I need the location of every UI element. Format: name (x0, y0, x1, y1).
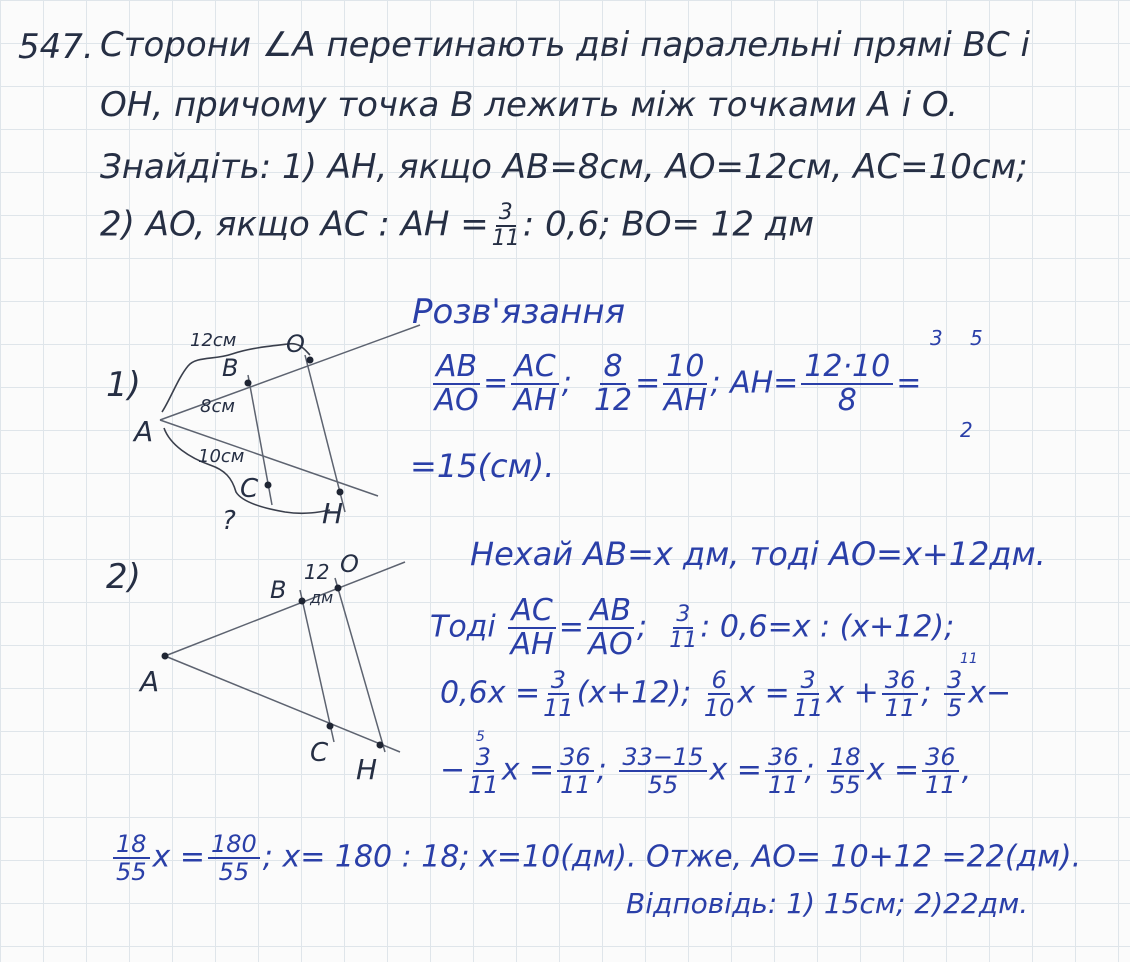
problem-line-3: Знайдіть: 1) AH, якщо AB=8см, AO=12см, AC=10см; (100, 147, 1028, 187)
fig1-label-a: A (134, 415, 154, 448)
fraction-numerator: 18 (827, 745, 864, 772)
frac-l3-1 (543, 668, 574, 720)
expr-text: ; (596, 752, 607, 788)
point-o-2 (335, 585, 342, 592)
answer-line: Відповідь: 1) 15см; 2)22дм. (626, 887, 1029, 920)
expr-text: x = (737, 675, 790, 711)
expr-text: x− (968, 675, 1012, 711)
part1-equation: $\frac{AB}{AO}$ = $\frac{AC}{AH}$ ; $\frac{8}{12}$ = $\frac{10}{AH}$ ; AH= $\frac{12\cdot 10}{8}$ = (434, 349, 922, 418)
expr-text: x = (501, 752, 555, 788)
fig1-label-o: O (286, 330, 305, 358)
line-oh-2 (335, 578, 385, 752)
part2-let: Нехай AB=x дм, тоді AO=x+12дм. (470, 535, 1046, 573)
frac-l3-5 (944, 668, 965, 720)
expr-text: x = (709, 752, 762, 788)
fig2-label-c: C (310, 738, 329, 768)
fraction-numerator: AC (508, 596, 555, 629)
fraction-denominator: AH (513, 383, 557, 418)
fig2-marker: 2) (106, 557, 141, 597)
fraction-numerator: 3 (673, 604, 693, 629)
fraction-numerator: 6 (708, 668, 729, 695)
frac-l5-2 (208, 832, 260, 884)
frac-3-11 (669, 604, 697, 652)
frac-l5-1 (113, 832, 150, 884)
fraction-numerator: 8 (600, 352, 625, 385)
fraction-numerator: 3 (944, 668, 965, 695)
fraction-numerator: 12·10 (801, 352, 893, 385)
fraction-numerator: 3 (797, 668, 818, 695)
frac-l4-2 (557, 745, 594, 797)
fraction-numerator: AC (511, 352, 558, 385)
fraction-numerator: 10 (663, 352, 707, 385)
fraction-numerator: 18 (113, 832, 150, 859)
fraction-denominator: 10 (703, 694, 735, 722)
fig2-label-h: H (356, 753, 378, 786)
fig2-bo-number: 12 (304, 560, 330, 584)
fig1-brace-ao-label: 12см (190, 330, 237, 351)
fraction-denominator: 11 (669, 628, 698, 653)
fig2-label-a: A (140, 665, 160, 698)
fig2-label-b: B (270, 576, 287, 604)
frac-l3-2 (704, 668, 735, 720)
frac-ac-ah-2 (508, 593, 555, 662)
part1-result: =15(см). (410, 447, 555, 485)
expr-text: (x+12); (576, 675, 692, 711)
fraction-numerator: 33−15 (619, 745, 706, 772)
fraction-denominator: 5 (947, 694, 963, 722)
part2-line-3 (440, 668, 1011, 720)
fraction-denominator: 11 (491, 226, 520, 251)
problem-number: 547. (18, 27, 94, 67)
fig1-brace-ac-label: 10см (198, 446, 245, 467)
fraction-denominator: AH (663, 383, 707, 418)
expr-text: x = (866, 752, 920, 788)
fig1-label-b: B (222, 354, 239, 382)
fraction-numerator: 36 (765, 745, 802, 772)
fraction-numerator: 3 (473, 745, 494, 772)
fraction-denominator: 55 (218, 858, 250, 886)
expr-text: x + (826, 675, 879, 711)
frac-l4-3 (619, 745, 706, 797)
fraction-denominator: 55 (647, 771, 679, 799)
line-bc-2 (300, 590, 334, 742)
fraction-denominator: 11 (543, 694, 574, 722)
then-word: Тоді (430, 609, 496, 645)
frac-l4-5 (827, 745, 864, 797)
fraction-denominator: 11 (767, 771, 799, 799)
expr-text: , (961, 752, 972, 788)
fraction-denominator: 55 (830, 771, 861, 799)
expr-text: ; (921, 675, 932, 711)
fig1-brace-ab-label: 8см (200, 396, 235, 417)
cancel-mark-11: 11 (960, 651, 978, 667)
fig1-marker: 1) (106, 365, 141, 405)
expr-text: ; x= 180 : 18; x=10(дм). Отже, AO= 10+12 =22(дм). (262, 839, 1082, 875)
frac-l4-1 (468, 745, 499, 797)
part2-line-5 (110, 832, 1081, 884)
frac-l4-6 (922, 745, 959, 797)
fraction-numerator: 3 (548, 668, 569, 695)
cancel-mark-2: 2 (960, 418, 973, 442)
problem-line-4-post: : 0,6; BO= 12 дм (522, 204, 814, 245)
frac-l3-3 (793, 668, 824, 720)
fraction-denominator: 11 (925, 771, 956, 799)
part2-line-4 (440, 745, 971, 797)
fraction-numerator: 36 (922, 745, 959, 772)
expr-text: ; (804, 752, 815, 788)
fraction-denominator: AH (510, 627, 554, 662)
ray-ah-2 (165, 656, 400, 752)
fraction-numerator: AB (433, 352, 480, 385)
fraction-denominator: 11 (792, 694, 824, 722)
point-b-2 (299, 598, 306, 605)
solution-heading: Розв'язання (412, 292, 626, 332)
expr-text: − (440, 752, 466, 788)
ah-label: ; AH= (710, 365, 799, 401)
fraction-denominator: 12 (593, 383, 633, 418)
fraction-numerator: 36 (882, 668, 919, 695)
fraction-numerator: 180 (208, 832, 260, 859)
fraction-numerator: 36 (557, 745, 594, 772)
problem-line-1: Сторони ∠A перетинають дві паралельні прямі BC і (100, 25, 1030, 65)
fig1-label-h: H (322, 497, 344, 530)
frac-ab-ao-2 (587, 593, 634, 662)
frac-l3-4 (882, 668, 919, 720)
fraction-denominator: 11 (468, 771, 499, 799)
fraction-denominator: AO (434, 383, 479, 418)
part2-line-2: Тоді $\frac{AC}{AH}$ = $\frac{AB}{AO}$ ; $\frac{3}{11}$ : 0,6=x : (x+12); (430, 593, 955, 662)
cancel-mark-3: 3 (930, 326, 943, 350)
fraction-denominator: 8 (837, 383, 857, 418)
point-c-2 (327, 723, 334, 730)
fraction-numerator: 3 (496, 202, 516, 227)
expr-text: x = (152, 839, 205, 875)
fig1-unknown-mark: ? (222, 506, 236, 536)
point-a-2 (162, 653, 169, 660)
fraction-numerator: AB (587, 596, 634, 629)
problem-line-4-pre: 2) AO, якщо AC : AH = (100, 204, 489, 245)
cancel-mark-5: 5 (970, 326, 983, 350)
point-h-2 (377, 742, 384, 749)
fraction-denominator: 11 (884, 694, 916, 722)
fraction-denominator: 55 (116, 858, 147, 886)
problem-line-2: OH, причому точка B лежить між точками A і O. (100, 85, 959, 125)
fig2-bo-unit: дм (310, 588, 334, 607)
fraction-denominator: 11 (560, 771, 591, 799)
expr-text: 0,6x = (440, 675, 541, 711)
fig1-label-c: C (240, 474, 259, 504)
cancel-mark-5b: 5 (476, 729, 485, 745)
fig2-label-o: O (340, 550, 359, 578)
frac-l4-4 (765, 745, 802, 797)
fraction-denominator: AO (588, 627, 633, 662)
ratio-rest: : 0,6=x : (x+12); (700, 609, 955, 645)
